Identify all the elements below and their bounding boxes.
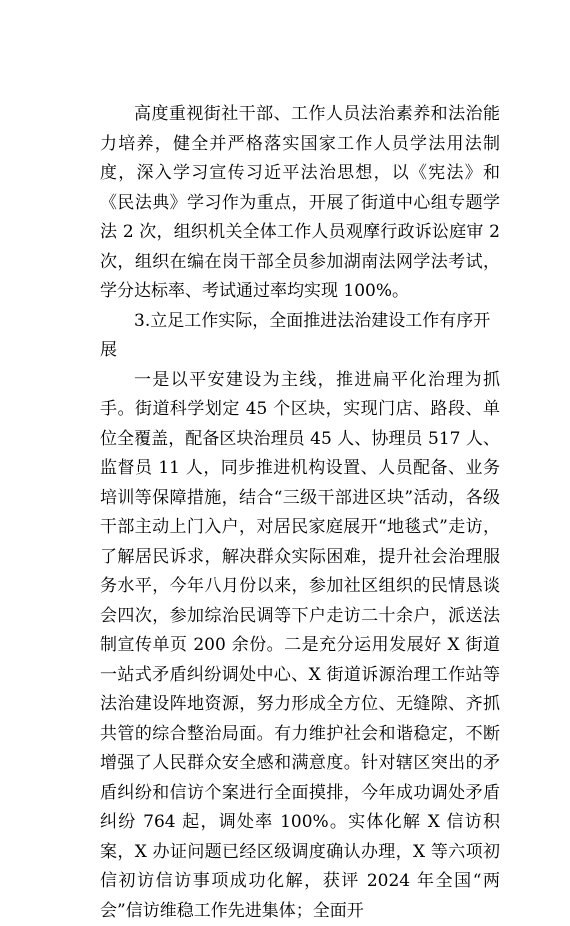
section-heading-3: 3.立足工作实际，全面推进法治建设工作有序开展 (100, 307, 500, 366)
paragraph-legal-training: 高度重视街社干部、工作人员法治素养和法治能力培养，健全并严格落实国家工作人员学法用法制度，深入学习宣传习近平法治思想，以《宪法》和《民法典》学习作为重点，开展了街道中心组专题学法 2 次，组织机关全体工作人员观摩行政诉讼庭审 2 次，组织在编在岗干部全员参加湖南法网学法考试，学分达标率、考试通过率均实现 100%。 (100, 100, 500, 307)
document-body (100, 100, 500, 926)
paragraph-safety-construction: 一是以平安建设为主线，推进扁平化治理为抓手。街道科学划定 45 个区块，实现门店、路段、单位全覆盖，配备区块治理员 45 人、协理员 517 人、监督员 11 人，同步推进机构设置、人员配备、业务培训等保障措施，结合“三级干部进区块”活动，各级干部主动上门入户，对居民家庭展开“地毯式”走访，了解居民诉求，解决群众实际困难，提升社会治理服务水平，今年八月份以来，参加社区组织的民情恳谈会四次，参加综治民调等下户走访二十余户，派送法制宣传单页 200 余份。二是充分运用发展好 X 街道一站式矛盾纠纷调处中心、X 街道诉源治理工作站等法治建设阵地资源，努力形成全方位、无缝隙、齐抓共管的综合整治局面。有力维护社会和谐稳定，不断增强了人民群众安全感和满意度。针对辖区突出的矛盾纠纷和信访个案进行全面摸排，今年成功调处矛盾纠纷 764 起，调处率 100%。实体化解 X 信访积案，X 办证问题已经区级调度确认办理，X 等六项初信初访信访事项成功化解，获评 2024 年全国“两会”信访维稳工作先进集体；全面开 (100, 366, 500, 926)
